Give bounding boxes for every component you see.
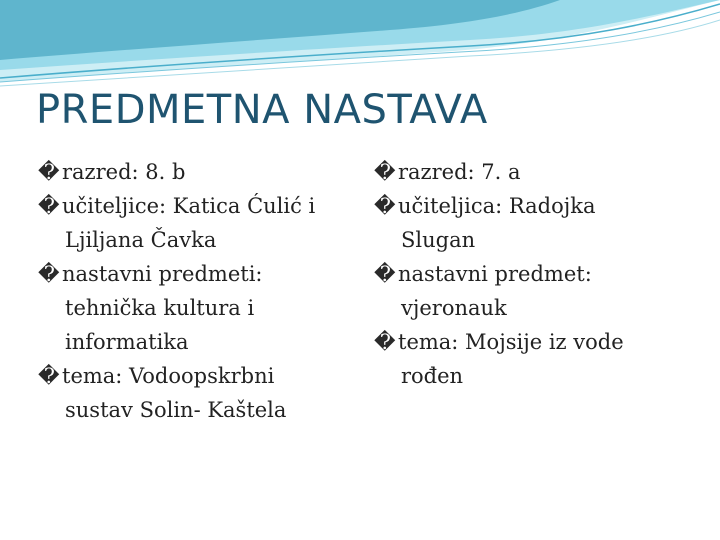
bullet-icon: � bbox=[38, 194, 60, 218]
header-wave-decoration bbox=[0, 0, 720, 90]
bullet-icon: � bbox=[38, 160, 60, 184]
right-item-topic: � tema: Mojsije iz vode rođen bbox=[374, 325, 674, 393]
bullet-icon: � bbox=[374, 194, 396, 218]
bullet-icon: � bbox=[374, 330, 396, 354]
right-item-teacher: � učiteljica: Radojka Slugan bbox=[374, 189, 674, 257]
left-item-teachers: � učiteljice: Katica Ćulić i Ljiljana Čavka bbox=[38, 189, 338, 257]
right-item-class: � razred: 7. a bbox=[374, 155, 674, 189]
bullet-icon: � bbox=[38, 262, 60, 286]
left-item-class: � razred: 8. b bbox=[38, 155, 338, 189]
bullet-icon: � bbox=[374, 262, 396, 286]
left-item-topic: � tema: Vodoopskrbni sustav Solin- Kaštela bbox=[38, 359, 338, 427]
bullet-icon: � bbox=[374, 160, 396, 184]
slide-title: PREDMETNA NASTAVA bbox=[36, 87, 488, 133]
right-item-subject: � nastavni predmet: vjeronauk bbox=[374, 257, 674, 325]
bullet-icon: � bbox=[38, 364, 60, 388]
right-column-list bbox=[374, 155, 674, 393]
left-column-list bbox=[38, 155, 338, 427]
left-item-subjects: � nastavni predmeti: tehnička kultura i informatika bbox=[38, 257, 338, 359]
